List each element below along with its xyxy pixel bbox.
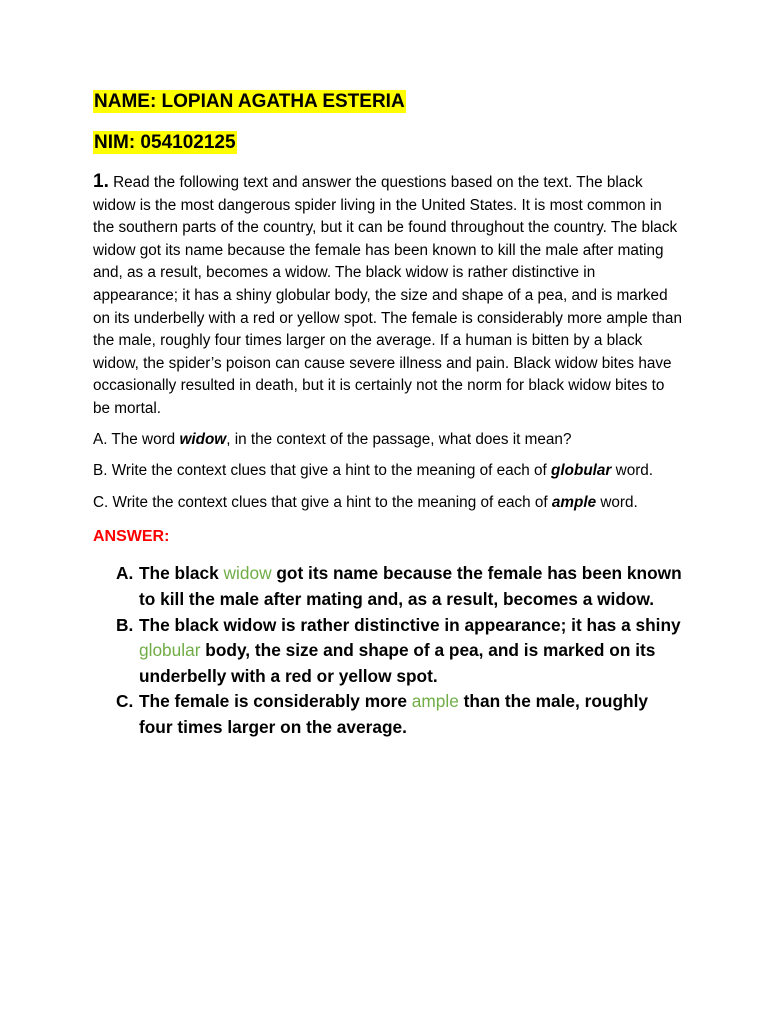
answer-heading: ANSWER: [93, 528, 170, 546]
passage-text: Read the following text and answer the questions based on the text. The black widow is the most dangerous spider living in the United States. It is most common in the southern parts of the country, but it can be found throughout the country. The black widow got its name because the female has been known to kill the male after mating and, as a result, becomes a widow. The black widow is rather distinctive in appearance; it has a shiny globular body, the size and shape of a pea, and is marked on its underbelly with a red or yellow spot. The female is considerably more ample than the male, roughly four times larger on the average. If a human is bitten by a black widow, the spider’s poison can cause severe illness and pain. Black widow bites have occasionally resulted in death, but it is certainly not the norm for black widow bites to be mortal. [93, 174, 682, 417]
question-b-after: word. [611, 462, 654, 480]
answer-c-before: The female is considerably more [139, 691, 412, 712]
question-a-after: , in the context of the passage, what does it mean? [226, 430, 572, 448]
question-a-before: A. The word [93, 430, 180, 448]
answer-b-marker: B. [116, 614, 134, 635]
question-b-before: B. Write the context clues that give a hint to the meaning of each of [93, 462, 552, 480]
answer-a-before: The black [139, 563, 224, 584]
name-highlight: NAME: LOPIAN AGATHA ESTERIA [94, 91, 405, 112]
answer-b-keyword: globular [139, 640, 201, 661]
question-c [93, 492, 683, 515]
question-b [93, 460, 683, 483]
answer-b-before: The black widow is rather distinctive in appearance; it has a shiny [139, 614, 681, 635]
question-number: 1. [93, 171, 109, 192]
question-a [93, 429, 683, 452]
question-a-term: widow [179, 430, 227, 448]
answer-a-marker: A. [116, 563, 134, 584]
answer-c-keyword: ample [411, 691, 459, 712]
answer-c-after: than the male, roughly four times larger on the average. [139, 691, 649, 737]
answer-item-c [116, 689, 683, 740]
answer-a-after: got its name because the female has been known to kill the male after mating and, as a result, becomes a widow. [139, 563, 682, 609]
document-body [93, 88, 683, 740]
name-line [93, 88, 683, 116]
answer-b-after: body, the size and shape of a pea, and is marked on its underbelly with a red or yellow spot. [139, 640, 656, 686]
answer-list [93, 561, 683, 740]
answer-c-marker: C. [116, 691, 134, 712]
answer-a-keyword: widow [223, 563, 272, 584]
nim-highlight: NIM: 054102125 [94, 132, 236, 153]
reading-passage [93, 171, 683, 421]
question-c-term: ample [551, 493, 597, 511]
question-c-after: word. [596, 493, 638, 511]
question-c-before: C. Write the context clues that give a hint to the meaning of each of [93, 493, 552, 511]
answer-item-b [116, 613, 683, 690]
answer-item-a [116, 561, 683, 612]
question-b-term: globular [551, 462, 612, 480]
nim-line [93, 129, 683, 157]
